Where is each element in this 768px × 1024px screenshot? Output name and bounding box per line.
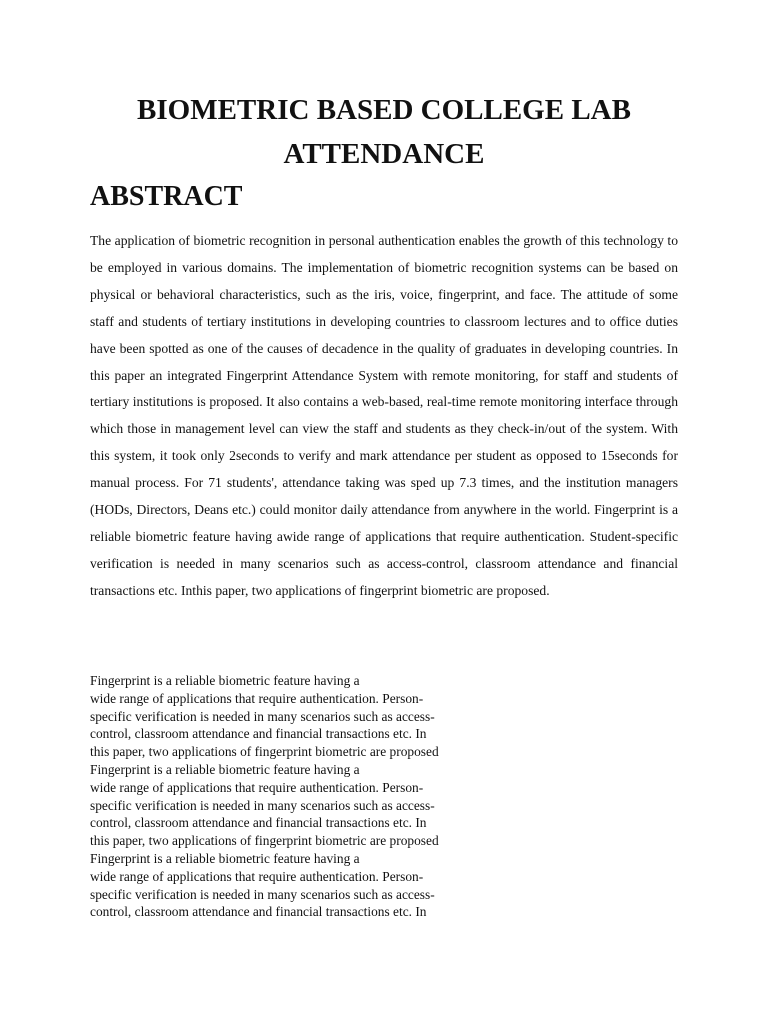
text-line: wide range of applications that require authentication. Person-: [90, 690, 424, 706]
text-line: wide range of applications that require authentication. Person-: [90, 868, 424, 884]
document-title: [90, 88, 678, 176]
title-line-1: BIOMETRIC BASED COLLEGE LAB: [137, 94, 631, 126]
text-line: Fingerprint is a reliable biometric feature having a: [90, 673, 360, 688]
text-line: Fingerprint is a reliable biometric feature having a: [90, 850, 360, 866]
text-line: Fingerprint is a reliable biometric feature having a: [90, 761, 360, 777]
title-line-2: ATTENDANCE: [283, 138, 485, 170]
text-line: specific verification is needed in many scenarios such as access-: [90, 797, 435, 813]
text-line: specific verification is needed in many scenarios such as access-: [90, 886, 435, 902]
repeated-text-block: [90, 672, 439, 921]
text-line: this paper, two applications of fingerprint biometric are proposed: [90, 744, 439, 760]
abstract-paragraph: The application of biometric recognition in personal authentication enables the growth of this technology to be employed in various domains. The implementation of biometric recognition systems can be based on physical or behavioral characteristics, such as the iris, voice, fingerprint, and face. The attitude of some staff and students of tertiary institutions in developing countries to classroom lectures and to office duties have been spotted as one of the causes of decadence in the quality of graduates in developing countries. In this paper an integrated Fingerprint Attendance System with remote monitoring, for staff and students of tertiary institutions is proposed. It also contains a web-based, real-time remote monitoring interface through which those in management level can view the staff and students as they check-in/out of the system. With this system, it took only 2seconds to verify and mark attendance per student as opposed to 15seconds for manual process. For 71 students', attendance taking was sped up 7.3 times, and the institution managers (HODs, Directors, Deans etc.) could monitor daily attendance from anywhere in the world. Fingerprint is a reliable biometric feature having awide range of applications that require authentication. Student-specific verification is needed in many scenarios such as access-control, classroom attendance and financial transactions etc. Inthis paper, two applications of fingerprint biometric are proposed.: [90, 233, 678, 598]
text-line: specific verification is needed in many scenarios such as access-: [90, 708, 435, 724]
text-line: control, classroom attendance and financial transactions etc. In: [90, 815, 427, 831]
text-line: this paper, two applications of fingerprint biometric are proposed: [90, 833, 439, 849]
text-line: control, classroom attendance and financial transactions etc. In: [90, 726, 427, 742]
text-line: control, classroom attendance and financial transactions etc. In: [90, 904, 427, 920]
text-line: wide range of applications that require authentication. Person-: [90, 779, 424, 795]
abstract-heading: ABSTRACT: [90, 181, 243, 212]
